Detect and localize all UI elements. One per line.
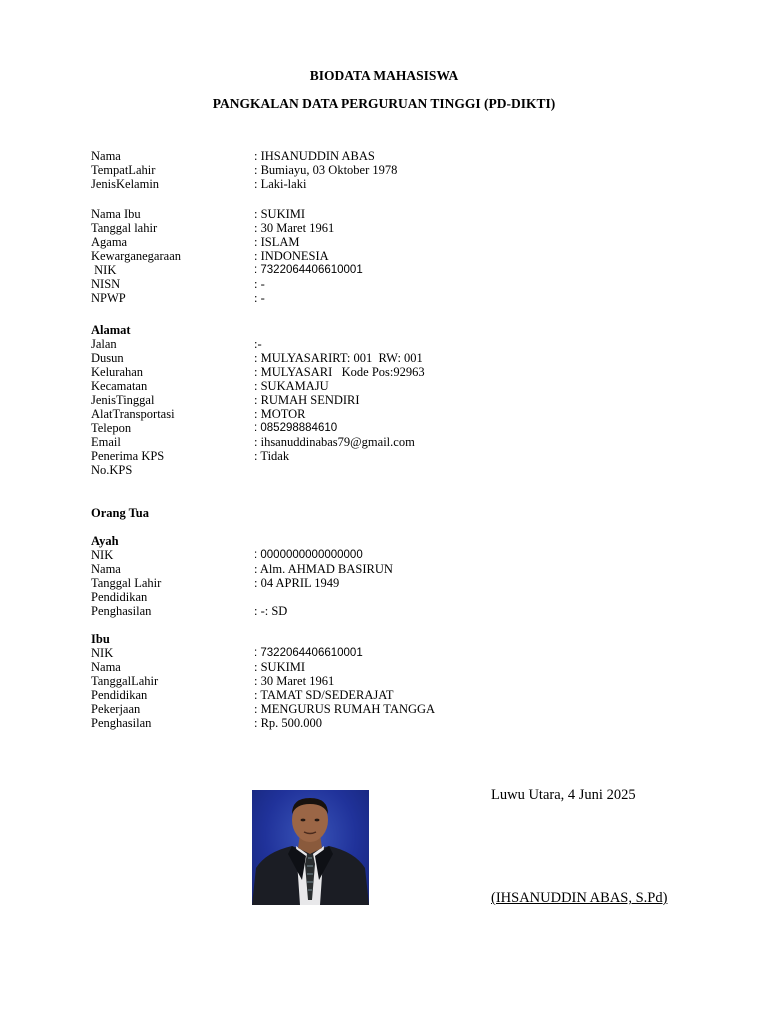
field-row — [91, 646, 691, 660]
field-value: : 30 Maret 1961 — [254, 674, 335, 688]
field-row — [91, 263, 691, 277]
field-label: Jalan — [91, 337, 117, 351]
field-label: TempatLahir — [91, 163, 156, 177]
field-label: Kewarganegaraan — [91, 249, 181, 263]
document-subtitle: PANGKALAN DATA PERGURUAN TINGGI (PD-DIKTI) — [212, 96, 556, 111]
field-row — [91, 702, 691, 716]
field-label: Telepon — [91, 421, 132, 435]
field-value: : MENGURUS RUMAH TANGGA — [254, 702, 436, 716]
person-portrait-icon — [252, 790, 369, 905]
field-label: TanggalLahir — [91, 674, 159, 688]
field-value: : TAMAT SD/SEDERAJAT — [254, 688, 394, 702]
field-value: : Tidak — [254, 449, 290, 463]
field-value: : - — [254, 277, 265, 291]
field-label: NIK — [91, 548, 114, 562]
field-value: : MOTOR — [254, 407, 306, 421]
field-label: NIK — [91, 646, 114, 660]
field-value: : Bumiayu, 03 Oktober 1978 — [254, 163, 398, 177]
field-row — [91, 337, 691, 351]
field-row — [91, 365, 691, 379]
field-label: Penghasilan — [91, 716, 152, 730]
field-row — [91, 393, 691, 407]
field-label: AlatTransportasi — [91, 407, 175, 421]
field-row — [91, 688, 691, 702]
field-value: : MULYASARIRT: 001 RW: 001 — [254, 351, 423, 365]
field-label: Pendidikan — [91, 590, 148, 604]
field-value: : RUMAH SENDIRI — [254, 393, 360, 407]
field-label: Nama — [91, 660, 121, 674]
signature-name: (IHSANUDDIN ABAS, S.Pd) — [491, 890, 668, 906]
field-label: Tanggal Lahir — [91, 576, 162, 590]
field-label: Pekerjaan — [91, 702, 141, 716]
field-value: : SUKAMAJU — [254, 379, 329, 393]
field-label: Kelurahan — [91, 365, 144, 379]
field-value — [254, 590, 691, 604]
field-row — [91, 249, 691, 263]
field-row — [91, 221, 691, 235]
field-row — [91, 674, 691, 688]
field-label: Nama — [91, 562, 121, 576]
field-value: : - — [254, 291, 265, 305]
mother-heading: Ibu — [91, 632, 110, 646]
father-heading: Ayah — [91, 534, 119, 548]
field-row — [91, 590, 691, 604]
field-row — [91, 548, 691, 562]
personal-section — [91, 149, 691, 191]
field-value: : ISLAM — [254, 235, 300, 249]
field-label: JenisTinggal — [91, 393, 155, 407]
field-row — [91, 576, 691, 590]
field-value: : -: SD — [254, 604, 288, 618]
field-row — [91, 435, 691, 449]
field-value: : Rp. 500.000 — [254, 716, 323, 730]
field-label: Email — [91, 435, 121, 449]
field-label: NISN — [91, 277, 121, 291]
field-value: : 7322064406610001 — [254, 264, 363, 276]
identity-section — [91, 207, 691, 305]
field-value: : 7322064406610001 — [254, 647, 363, 659]
field-label: Dusun — [91, 351, 124, 365]
field-value: : 04 APRIL 1949 — [254, 576, 340, 590]
field-label: No.KPS — [91, 463, 133, 477]
field-label: Penerima KPS — [91, 449, 165, 463]
field-value: : IHSANUDDIN ABAS — [254, 149, 375, 163]
field-label: Pendidikan — [91, 688, 148, 702]
field-value: : Laki-laki — [254, 177, 307, 191]
mother-section — [91, 632, 691, 730]
field-label: NPWP — [91, 291, 126, 305]
field-row — [91, 149, 691, 163]
field-label: Penghasilan — [91, 604, 152, 618]
field-row — [91, 207, 691, 221]
field-row — [91, 463, 691, 477]
place-date: Luwu Utara, 4 Juni 2025 — [491, 787, 636, 803]
profile-photo — [252, 790, 369, 905]
field-label: Nama — [91, 149, 121, 163]
address-section — [91, 323, 691, 477]
field-row — [91, 163, 691, 177]
field-value: : MULYASARI Kode Pos:92963 — [254, 365, 425, 379]
field-value: : INDONESIA — [254, 249, 329, 263]
father-section — [91, 534, 691, 618]
field-row — [91, 235, 691, 249]
field-row — [91, 716, 691, 730]
field-label: JenisKelamin — [91, 177, 160, 191]
field-value: : SUKIMI — [254, 207, 306, 221]
field-value: : SUKIMI — [254, 660, 306, 674]
field-row — [91, 177, 691, 191]
field-label: NIK — [91, 263, 117, 277]
parents-section — [91, 506, 691, 520]
field-value: : 085298884610 — [254, 422, 338, 434]
field-row — [91, 407, 691, 421]
email-value: : ihsanuddinabas79@gmail.com — [254, 435, 415, 449]
parents-heading: Orang Tua — [91, 506, 150, 520]
field-row — [91, 291, 691, 305]
field-label: Tanggal lahir — [91, 221, 158, 235]
field-row — [91, 421, 691, 435]
field-label: Nama Ibu — [91, 207, 141, 221]
field-value: : 30 Maret 1961 — [254, 221, 335, 235]
field-value: :- — [254, 337, 262, 351]
field-row — [91, 449, 691, 463]
field-label: Agama — [91, 235, 128, 249]
field-row — [91, 660, 691, 674]
field-row — [91, 604, 691, 618]
field-value — [254, 463, 691, 477]
field-value: : Alm. AHMAD BASIRUN — [254, 562, 393, 576]
field-value: : 0000000000000000 — [254, 549, 363, 561]
address-heading: Alamat — [91, 323, 131, 337]
field-row — [91, 277, 691, 291]
field-label: Kecamatan — [91, 379, 148, 393]
field-row — [91, 562, 691, 576]
field-row — [91, 351, 691, 365]
document-title: BIODATA MAHASISWA — [309, 68, 459, 83]
field-row — [91, 379, 691, 393]
